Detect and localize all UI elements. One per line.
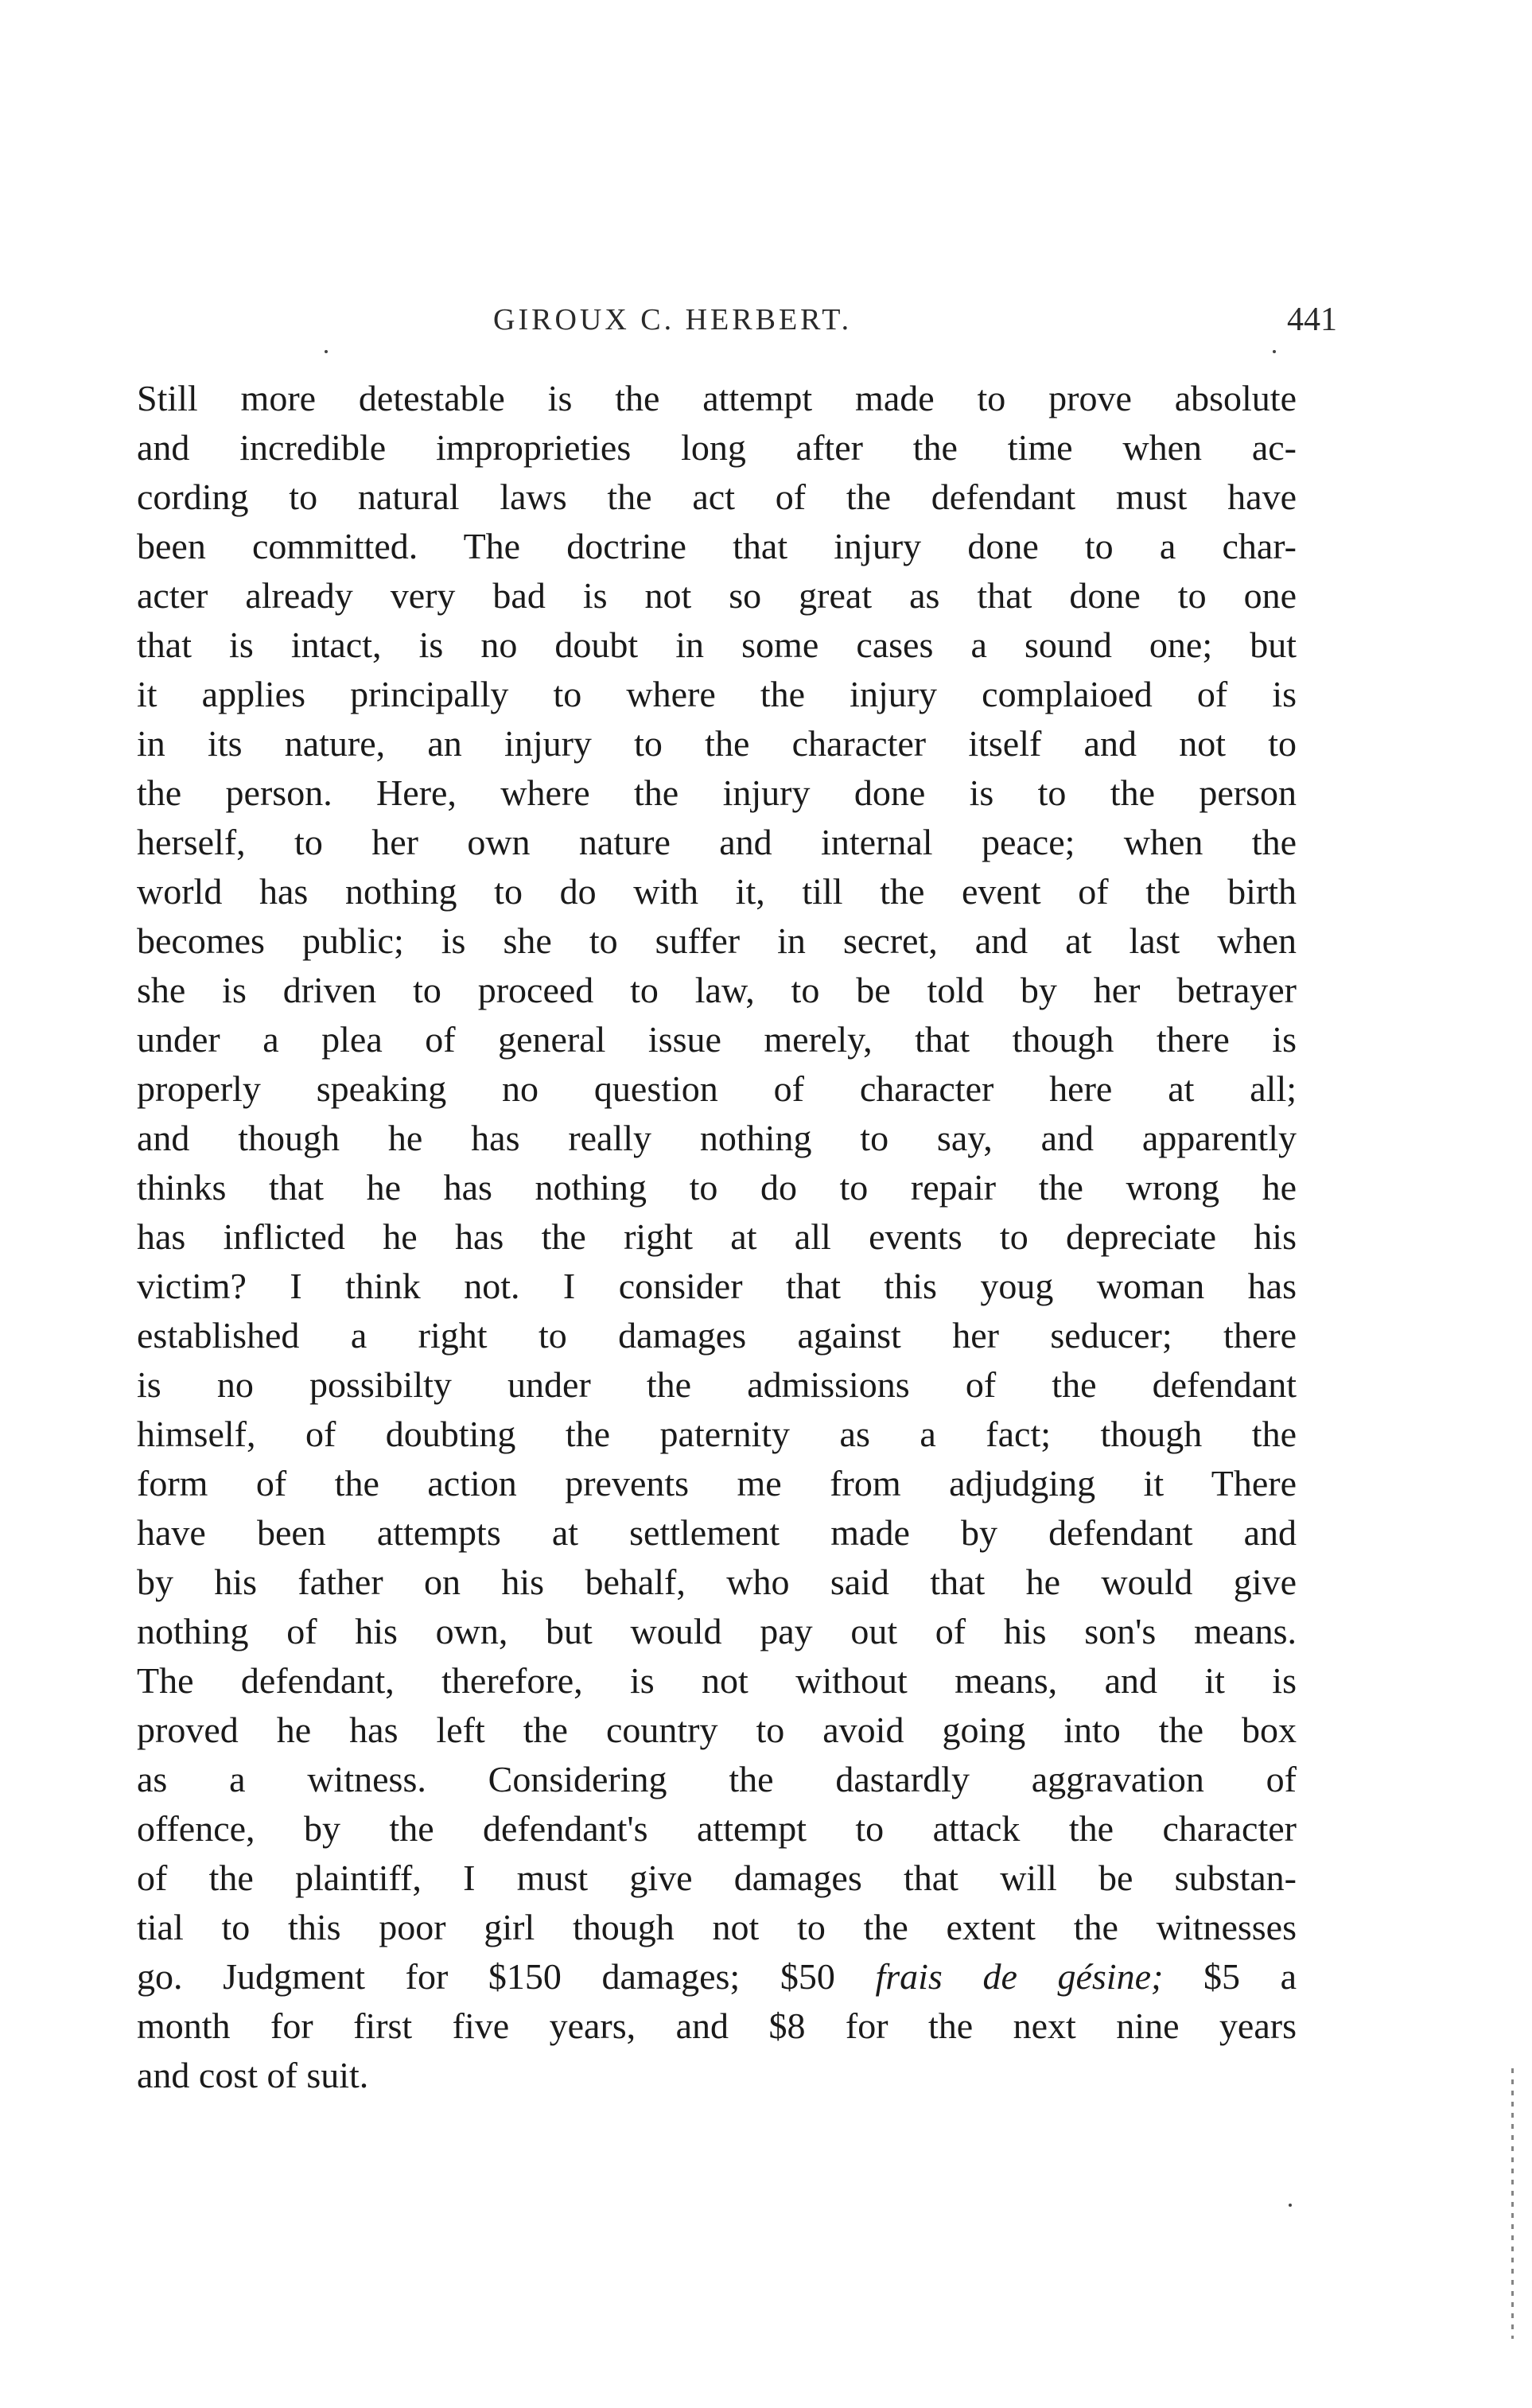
text-line: have been attempts at settlement made by defendant and (137, 1512, 1297, 1553)
text-line: that is intact, is no doubt in some cases a sound one; but (137, 624, 1297, 665)
text-line: and incredible improprieties long after the time when ac- (137, 427, 1297, 468)
text-line: has inflicted he has the right at all events to depreciate his (137, 1216, 1297, 1257)
text-line: world has nothing to do with it, till the event of the birth (137, 871, 1297, 912)
scan-speck (1273, 350, 1276, 353)
text-line: offence, by the defendant's attempt to attack the character (137, 1808, 1297, 1849)
text-line: properly speaking no question of character here at all; (137, 1068, 1297, 1109)
scan-speck (325, 350, 328, 353)
text-line: been committed. The doctrine that injury done to a char- (137, 526, 1297, 566)
text-line: in its nature, an injury to the character itself and not to (137, 723, 1297, 764)
text-line: as a witness. Considering the dastardly aggravation of (137, 1759, 1297, 1799)
text-line: becomes public; is she to suffer in secret, and at last when (137, 920, 1297, 961)
italic-phrase: frais de gésine; (875, 1956, 1164, 1997)
scan-speck (1289, 2204, 1292, 2207)
text-line: is no possibilty under the admissions of the defendant (137, 1364, 1297, 1405)
text-line: acter already very bad is not so great as that done to one (137, 575, 1297, 616)
text-line: it applies principally to where the injury complaioed of is (137, 674, 1297, 714)
text-line: under a plea of general issue merely, that though there is (137, 1019, 1297, 1060)
page-number: 441 (1287, 301, 1337, 338)
text-line: himself, of doubting the paternity as a fact; though the (137, 1414, 1297, 1454)
text-line: proved he has left the country to avoid going into the box (137, 1710, 1297, 1750)
line-tail: $5 a (1163, 1956, 1297, 1997)
text-line: month for first five years, and $8 for the next nine years (137, 2005, 1297, 2046)
text-line: victim? I think not. I consider that this youg woman has (137, 1266, 1297, 1306)
text-line: she is driven to proceed to law, to be told by her betrayer (137, 970, 1297, 1010)
text-line: of the plaintiff, I must give damages that will be substan- (137, 1858, 1297, 1898)
text-line-with-italic (137, 1952, 1297, 2001)
text-line: The defendant, therefore, is not without means, and it is (137, 1660, 1297, 1701)
text-line: established a right to damages against her seducer; there (137, 1315, 1297, 1356)
text-line: herself, to her own nature and internal peace; when the (137, 822, 1297, 862)
text-line: the person. Here, where the injury done is to the person (137, 772, 1297, 813)
text-line: by his father on his behalf, who said that he would give (137, 1562, 1297, 1602)
text-line: tial to this poor girl though not to the extent the witnesses (137, 1907, 1297, 1947)
text-line: and though he has really nothing to say, and apparently (137, 1118, 1297, 1158)
text-line: cording to natural laws the act of the defendant must have (137, 477, 1297, 517)
scan-edge-mark (1511, 2068, 1514, 2339)
text-line: nothing of his own, but would pay out of his son's means. (137, 1611, 1297, 1651)
text-line: thinks that he has nothing to do to repair the wrong he (137, 1167, 1297, 1208)
text-line: and cost of suit. (137, 2055, 369, 2095)
body-text (137, 374, 1297, 2100)
line-head: go. Judgment for $150 damages; $50 (137, 1956, 835, 1997)
text-line: Still more detestable is the attempt made to prove absolute (137, 378, 1297, 418)
running-title: GIROUX C. HERBERT. (493, 303, 853, 336)
text-line: form of the action prevents me from adjudging it There (137, 1463, 1297, 1504)
running-head (0, 296, 1532, 344)
